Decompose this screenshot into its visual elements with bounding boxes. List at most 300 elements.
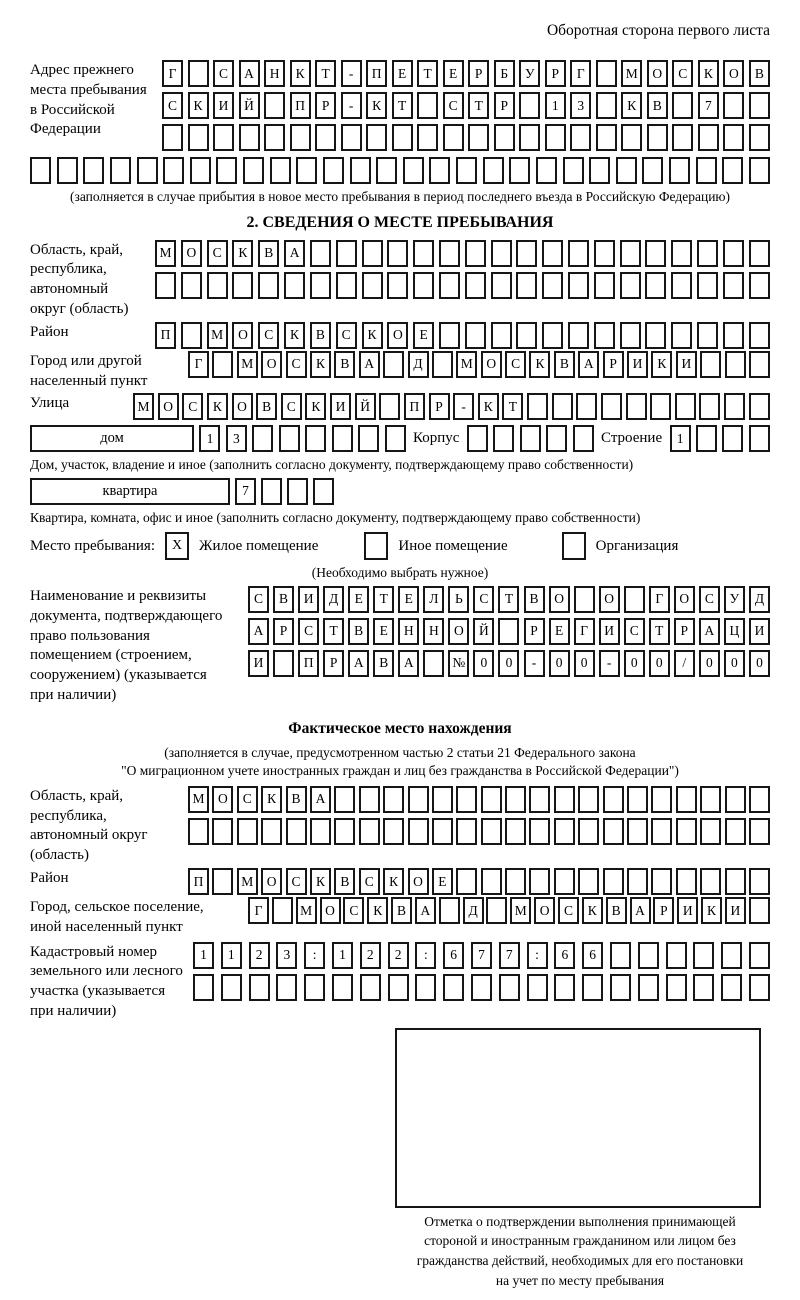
char-box[interactable]: Д bbox=[323, 586, 344, 613]
char-box[interactable] bbox=[181, 322, 202, 349]
checkbox-inoe-pomeshchenie[interactable] bbox=[364, 532, 388, 560]
char-box[interactable]: Е bbox=[432, 868, 453, 895]
char-box[interactable] bbox=[645, 240, 666, 267]
char-box[interactable] bbox=[749, 240, 770, 267]
char-box[interactable]: Г bbox=[574, 618, 595, 645]
char-box[interactable]: О bbox=[181, 240, 202, 267]
char-box[interactable]: А bbox=[578, 351, 599, 378]
char-box[interactable]: В bbox=[256, 393, 277, 420]
char-box[interactable]: И bbox=[248, 650, 269, 677]
char-box[interactable] bbox=[527, 974, 548, 1001]
char-box[interactable]: 7 bbox=[499, 942, 520, 969]
char-box[interactable] bbox=[408, 818, 429, 845]
char-box[interactable] bbox=[376, 157, 397, 184]
char-box[interactable] bbox=[443, 124, 464, 151]
char-box[interactable]: М bbox=[237, 868, 258, 895]
char-box[interactable]: / bbox=[674, 650, 695, 677]
char-box[interactable]: Т bbox=[417, 60, 438, 87]
char-box[interactable]: 2 bbox=[388, 942, 409, 969]
char-box[interactable]: 0 bbox=[624, 650, 645, 677]
char-box[interactable]: О bbox=[232, 393, 253, 420]
char-box[interactable]: С bbox=[699, 586, 720, 613]
char-box[interactable] bbox=[467, 425, 488, 452]
char-box[interactable] bbox=[383, 818, 404, 845]
char-box[interactable] bbox=[332, 425, 353, 452]
char-box[interactable]: О bbox=[232, 322, 253, 349]
char-box[interactable]: 0 bbox=[724, 650, 745, 677]
char-box[interactable] bbox=[563, 157, 584, 184]
char-box[interactable]: 1 bbox=[221, 942, 242, 969]
char-box[interactable]: Т bbox=[649, 618, 670, 645]
char-box[interactable] bbox=[700, 868, 721, 895]
char-box[interactable]: В bbox=[391, 897, 412, 924]
char-box[interactable]: - bbox=[341, 60, 362, 87]
char-box[interactable] bbox=[505, 818, 526, 845]
char-box[interactable] bbox=[341, 124, 362, 151]
char-box[interactable] bbox=[542, 240, 563, 267]
char-box[interactable]: О bbox=[408, 868, 429, 895]
char-box[interactable] bbox=[627, 818, 648, 845]
char-box[interactable]: Г bbox=[649, 586, 670, 613]
char-box[interactable]: О bbox=[723, 60, 744, 87]
char-box[interactable] bbox=[190, 157, 211, 184]
char-box[interactable] bbox=[650, 393, 671, 420]
char-box[interactable]: О bbox=[212, 786, 233, 813]
char-box[interactable] bbox=[439, 272, 460, 299]
char-box[interactable] bbox=[439, 322, 460, 349]
char-box[interactable] bbox=[465, 240, 486, 267]
char-box[interactable]: П bbox=[366, 60, 387, 87]
char-box[interactable] bbox=[554, 868, 575, 895]
char-box[interactable] bbox=[699, 393, 720, 420]
char-box[interactable]: М bbox=[155, 240, 176, 267]
char-box[interactable] bbox=[722, 157, 743, 184]
char-box[interactable]: Т bbox=[498, 586, 519, 613]
char-box[interactable] bbox=[273, 650, 294, 677]
char-box[interactable] bbox=[554, 786, 575, 813]
char-box[interactable] bbox=[304, 974, 325, 1001]
char-box[interactable] bbox=[310, 818, 331, 845]
confirmation-mark-box[interactable] bbox=[395, 1028, 761, 1208]
char-box[interactable] bbox=[568, 322, 589, 349]
char-box[interactable] bbox=[110, 157, 131, 184]
char-box[interactable] bbox=[392, 124, 413, 151]
char-box[interactable]: В bbox=[373, 650, 394, 677]
char-box[interactable] bbox=[30, 157, 51, 184]
char-box[interactable] bbox=[723, 92, 744, 119]
char-box[interactable] bbox=[155, 272, 176, 299]
char-box[interactable] bbox=[675, 393, 696, 420]
char-box[interactable] bbox=[578, 868, 599, 895]
checkbox-organizatsiya[interactable] bbox=[562, 532, 586, 560]
char-box[interactable] bbox=[385, 425, 406, 452]
char-box[interactable]: Т bbox=[323, 618, 344, 645]
char-box[interactable]: У bbox=[519, 60, 540, 87]
char-box[interactable] bbox=[647, 124, 668, 151]
char-box[interactable] bbox=[529, 786, 550, 813]
char-box[interactable]: В bbox=[334, 351, 355, 378]
char-box[interactable] bbox=[749, 393, 770, 420]
char-box[interactable]: К bbox=[310, 351, 331, 378]
char-box[interactable]: Г bbox=[248, 897, 269, 924]
char-box[interactable]: И bbox=[725, 897, 746, 924]
char-box[interactable] bbox=[596, 60, 617, 87]
char-box[interactable] bbox=[603, 818, 624, 845]
char-box[interactable]: К bbox=[367, 897, 388, 924]
char-box[interactable] bbox=[216, 157, 237, 184]
char-box[interactable] bbox=[310, 240, 331, 267]
char-box[interactable] bbox=[676, 818, 697, 845]
char-box[interactable] bbox=[578, 786, 599, 813]
char-box[interactable]: Р bbox=[545, 60, 566, 87]
char-box[interactable] bbox=[310, 272, 331, 299]
char-box[interactable] bbox=[651, 868, 672, 895]
char-box[interactable]: 7 bbox=[698, 92, 719, 119]
char-box[interactable]: 0 bbox=[699, 650, 720, 677]
char-box[interactable] bbox=[313, 478, 334, 505]
char-box[interactable]: Е bbox=[413, 322, 434, 349]
char-box[interactable]: 1 bbox=[670, 425, 691, 452]
house-field-box[interactable]: дом bbox=[30, 425, 194, 452]
char-box[interactable] bbox=[638, 942, 659, 969]
char-box[interactable]: Е bbox=[348, 586, 369, 613]
char-box[interactable] bbox=[491, 322, 512, 349]
char-box[interactable]: С bbox=[182, 393, 203, 420]
char-box[interactable] bbox=[574, 586, 595, 613]
char-box[interactable] bbox=[516, 322, 537, 349]
char-box[interactable] bbox=[213, 124, 234, 151]
char-box[interactable] bbox=[568, 272, 589, 299]
char-box[interactable]: И bbox=[676, 351, 697, 378]
char-box[interactable]: М bbox=[296, 897, 317, 924]
char-box[interactable] bbox=[603, 786, 624, 813]
char-box[interactable]: Е bbox=[549, 618, 570, 645]
char-box[interactable]: : bbox=[304, 942, 325, 969]
char-box[interactable] bbox=[287, 478, 308, 505]
char-box[interactable] bbox=[723, 322, 744, 349]
char-box[interactable] bbox=[383, 351, 404, 378]
char-box[interactable] bbox=[666, 942, 687, 969]
char-box[interactable]: Т bbox=[468, 92, 489, 119]
char-box[interactable] bbox=[212, 868, 233, 895]
char-box[interactable] bbox=[284, 272, 305, 299]
char-box[interactable]: Т bbox=[502, 393, 523, 420]
char-box[interactable]: А bbox=[359, 351, 380, 378]
char-box[interactable] bbox=[456, 157, 477, 184]
char-box[interactable] bbox=[589, 157, 610, 184]
char-box[interactable]: И bbox=[599, 618, 620, 645]
char-box[interactable] bbox=[443, 974, 464, 1001]
char-box[interactable] bbox=[57, 157, 78, 184]
char-box[interactable]: С bbox=[359, 868, 380, 895]
char-box[interactable]: Г bbox=[188, 351, 209, 378]
char-box[interactable]: 1 bbox=[193, 942, 214, 969]
char-box[interactable]: К bbox=[310, 868, 331, 895]
char-box[interactable]: - bbox=[453, 393, 474, 420]
char-box[interactable] bbox=[493, 425, 514, 452]
char-box[interactable]: К bbox=[582, 897, 603, 924]
char-box[interactable]: К bbox=[529, 351, 550, 378]
char-box[interactable]: А bbox=[630, 897, 651, 924]
char-box[interactable] bbox=[334, 786, 355, 813]
char-box[interactable]: М bbox=[621, 60, 642, 87]
char-box[interactable]: И bbox=[213, 92, 234, 119]
char-box[interactable]: 0 bbox=[549, 650, 570, 677]
char-box[interactable]: С bbox=[237, 786, 258, 813]
char-box[interactable]: М bbox=[188, 786, 209, 813]
char-box[interactable] bbox=[700, 818, 721, 845]
char-box[interactable] bbox=[693, 942, 714, 969]
char-box[interactable] bbox=[362, 272, 383, 299]
char-box[interactable] bbox=[237, 818, 258, 845]
char-box[interactable] bbox=[465, 272, 486, 299]
char-box[interactable]: Ц bbox=[724, 618, 745, 645]
char-box[interactable] bbox=[387, 272, 408, 299]
char-box[interactable] bbox=[627, 868, 648, 895]
char-box[interactable] bbox=[626, 393, 647, 420]
char-box[interactable]: М bbox=[207, 322, 228, 349]
char-box[interactable] bbox=[486, 897, 507, 924]
char-box[interactable]: Р bbox=[674, 618, 695, 645]
char-box[interactable]: С bbox=[558, 897, 579, 924]
char-box[interactable] bbox=[620, 240, 641, 267]
char-box[interactable]: М bbox=[456, 351, 477, 378]
char-box[interactable]: 0 bbox=[574, 650, 595, 677]
char-box[interactable]: К bbox=[701, 897, 722, 924]
char-box[interactable] bbox=[698, 124, 719, 151]
char-box[interactable] bbox=[243, 157, 264, 184]
char-box[interactable]: А bbox=[415, 897, 436, 924]
char-box[interactable]: Е bbox=[443, 60, 464, 87]
char-box[interactable] bbox=[601, 393, 622, 420]
char-box[interactable] bbox=[439, 897, 460, 924]
char-box[interactable]: 7 bbox=[235, 478, 256, 505]
char-box[interactable]: Р bbox=[323, 650, 344, 677]
char-box[interactable]: С bbox=[624, 618, 645, 645]
char-box[interactable]: И bbox=[627, 351, 648, 378]
char-box[interactable]: Р bbox=[273, 618, 294, 645]
char-box[interactable] bbox=[359, 818, 380, 845]
char-box[interactable] bbox=[439, 240, 460, 267]
char-box[interactable] bbox=[576, 393, 597, 420]
apartment-field-box[interactable]: квартира bbox=[30, 478, 230, 505]
char-box[interactable]: А bbox=[248, 618, 269, 645]
char-box[interactable]: 1 bbox=[199, 425, 220, 452]
char-box[interactable] bbox=[594, 240, 615, 267]
char-box[interactable] bbox=[669, 157, 690, 184]
char-box[interactable]: С bbox=[213, 60, 234, 87]
char-box[interactable] bbox=[249, 974, 270, 1001]
char-box[interactable]: П bbox=[298, 650, 319, 677]
char-box[interactable]: Г bbox=[162, 60, 183, 87]
char-box[interactable] bbox=[336, 272, 357, 299]
char-box[interactable] bbox=[270, 157, 291, 184]
char-box[interactable] bbox=[276, 974, 297, 1001]
char-box[interactable]: К bbox=[383, 868, 404, 895]
char-box[interactable] bbox=[456, 786, 477, 813]
char-box[interactable] bbox=[693, 974, 714, 1001]
char-box[interactable]: Р bbox=[315, 92, 336, 119]
char-box[interactable] bbox=[516, 272, 537, 299]
char-box[interactable] bbox=[193, 974, 214, 1001]
char-box[interactable]: И bbox=[749, 618, 770, 645]
char-box[interactable] bbox=[483, 157, 504, 184]
char-box[interactable]: С bbox=[286, 351, 307, 378]
char-box[interactable] bbox=[749, 942, 770, 969]
char-box[interactable] bbox=[638, 974, 659, 1001]
char-box[interactable]: : bbox=[415, 942, 436, 969]
char-box[interactable] bbox=[568, 240, 589, 267]
char-box[interactable]: : bbox=[527, 942, 548, 969]
char-box[interactable]: С bbox=[281, 393, 302, 420]
char-box[interactable] bbox=[697, 240, 718, 267]
char-box[interactable] bbox=[456, 818, 477, 845]
char-box[interactable]: 2 bbox=[360, 942, 381, 969]
char-box[interactable] bbox=[417, 92, 438, 119]
char-box[interactable] bbox=[594, 272, 615, 299]
char-box[interactable] bbox=[573, 425, 594, 452]
char-box[interactable] bbox=[724, 393, 745, 420]
char-box[interactable]: Н bbox=[264, 60, 285, 87]
char-box[interactable]: С bbox=[248, 586, 269, 613]
char-box[interactable]: Е bbox=[373, 618, 394, 645]
char-box[interactable] bbox=[261, 818, 282, 845]
char-box[interactable]: 6 bbox=[443, 942, 464, 969]
char-box[interactable] bbox=[261, 478, 282, 505]
char-box[interactable] bbox=[610, 942, 631, 969]
char-box[interactable] bbox=[481, 818, 502, 845]
char-box[interactable]: Т bbox=[373, 586, 394, 613]
char-box[interactable]: О bbox=[320, 897, 341, 924]
char-box[interactable]: У bbox=[724, 586, 745, 613]
char-box[interactable] bbox=[290, 124, 311, 151]
char-box[interactable]: 3 bbox=[226, 425, 247, 452]
char-box[interactable]: В bbox=[310, 322, 331, 349]
char-box[interactable] bbox=[624, 586, 645, 613]
char-box[interactable] bbox=[279, 425, 300, 452]
char-box[interactable] bbox=[432, 786, 453, 813]
char-box[interactable]: Р bbox=[524, 618, 545, 645]
char-box[interactable]: Б bbox=[494, 60, 515, 87]
char-box[interactable] bbox=[432, 818, 453, 845]
char-box[interactable] bbox=[181, 272, 202, 299]
char-box[interactable]: К bbox=[261, 786, 282, 813]
char-box[interactable]: 0 bbox=[498, 650, 519, 677]
char-box[interactable] bbox=[432, 351, 453, 378]
char-box[interactable] bbox=[545, 124, 566, 151]
char-box[interactable] bbox=[207, 272, 228, 299]
char-box[interactable] bbox=[651, 786, 672, 813]
char-box[interactable]: К bbox=[284, 322, 305, 349]
char-box[interactable]: О bbox=[261, 351, 282, 378]
char-box[interactable]: Н bbox=[423, 618, 444, 645]
char-box[interactable] bbox=[332, 974, 353, 1001]
char-box[interactable] bbox=[596, 92, 617, 119]
char-box[interactable] bbox=[388, 974, 409, 1001]
char-box[interactable]: Т bbox=[315, 60, 336, 87]
char-box[interactable]: В bbox=[647, 92, 668, 119]
char-box[interactable] bbox=[403, 157, 424, 184]
char-box[interactable] bbox=[315, 124, 336, 151]
char-box[interactable] bbox=[721, 942, 742, 969]
char-box[interactable]: В bbox=[348, 618, 369, 645]
char-box[interactable]: П bbox=[290, 92, 311, 119]
char-box[interactable]: И bbox=[298, 586, 319, 613]
char-box[interactable]: О bbox=[534, 897, 555, 924]
char-box[interactable]: К bbox=[305, 393, 326, 420]
char-box[interactable]: О bbox=[481, 351, 502, 378]
char-box[interactable] bbox=[749, 272, 770, 299]
char-box[interactable] bbox=[722, 425, 743, 452]
char-box[interactable] bbox=[725, 868, 746, 895]
char-box[interactable]: 2 bbox=[249, 942, 270, 969]
char-box[interactable] bbox=[188, 124, 209, 151]
char-box[interactable] bbox=[696, 157, 717, 184]
char-box[interactable] bbox=[83, 157, 104, 184]
char-box[interactable] bbox=[700, 786, 721, 813]
char-box[interactable] bbox=[627, 786, 648, 813]
char-box[interactable]: Д bbox=[463, 897, 484, 924]
char-box[interactable] bbox=[137, 157, 158, 184]
char-box[interactable]: П bbox=[188, 868, 209, 895]
char-box[interactable] bbox=[749, 897, 770, 924]
char-box[interactable] bbox=[423, 650, 444, 677]
char-box[interactable]: К bbox=[621, 92, 642, 119]
char-box[interactable] bbox=[603, 868, 624, 895]
char-box[interactable] bbox=[232, 272, 253, 299]
char-box[interactable] bbox=[666, 974, 687, 1001]
char-box[interactable] bbox=[721, 974, 742, 1001]
char-box[interactable]: В bbox=[606, 897, 627, 924]
char-box[interactable] bbox=[417, 124, 438, 151]
char-box[interactable]: М bbox=[510, 897, 531, 924]
char-box[interactable] bbox=[362, 240, 383, 267]
char-box[interactable] bbox=[429, 157, 450, 184]
char-box[interactable] bbox=[542, 322, 563, 349]
char-box[interactable]: К bbox=[188, 92, 209, 119]
char-box[interactable]: К bbox=[207, 393, 228, 420]
char-box[interactable] bbox=[749, 425, 770, 452]
char-box[interactable] bbox=[252, 425, 273, 452]
char-box[interactable] bbox=[529, 818, 550, 845]
char-box[interactable] bbox=[491, 240, 512, 267]
char-box[interactable]: Л bbox=[423, 586, 444, 613]
char-box[interactable] bbox=[323, 157, 344, 184]
char-box[interactable] bbox=[305, 425, 326, 452]
char-box[interactable] bbox=[651, 818, 672, 845]
char-box[interactable] bbox=[468, 124, 489, 151]
char-box[interactable] bbox=[725, 351, 746, 378]
char-box[interactable] bbox=[620, 272, 641, 299]
char-box[interactable] bbox=[350, 157, 371, 184]
char-box[interactable]: 6 bbox=[554, 942, 575, 969]
char-box[interactable] bbox=[471, 974, 492, 1001]
char-box[interactable]: 0 bbox=[473, 650, 494, 677]
char-box[interactable]: Й bbox=[239, 92, 260, 119]
char-box[interactable] bbox=[481, 868, 502, 895]
char-box[interactable]: С bbox=[258, 322, 279, 349]
char-box[interactable] bbox=[212, 818, 233, 845]
char-box[interactable] bbox=[366, 124, 387, 151]
char-box[interactable]: О bbox=[158, 393, 179, 420]
char-box[interactable] bbox=[162, 124, 183, 151]
char-box[interactable] bbox=[212, 351, 233, 378]
char-box[interactable] bbox=[296, 157, 317, 184]
char-box[interactable] bbox=[616, 157, 637, 184]
char-box[interactable] bbox=[481, 786, 502, 813]
char-box[interactable] bbox=[671, 322, 692, 349]
char-box[interactable] bbox=[700, 351, 721, 378]
